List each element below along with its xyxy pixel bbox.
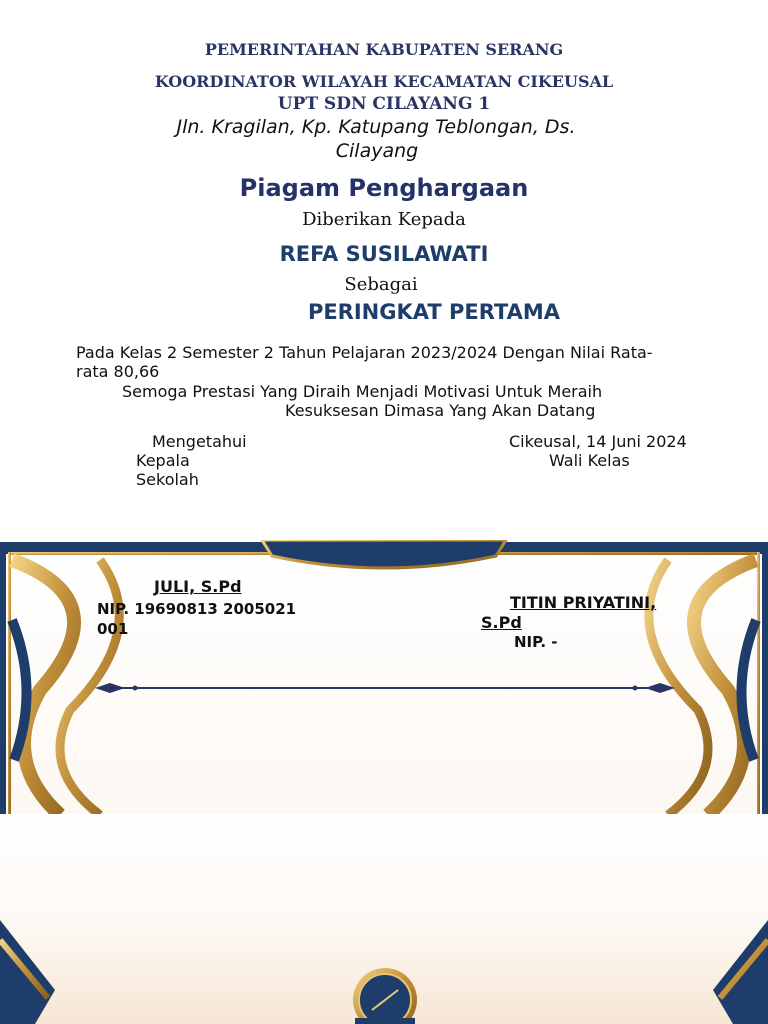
- principal-role-line-1: Kepala: [136, 451, 190, 470]
- school-name: UPT SDN CILAYANG 1: [277, 94, 491, 114]
- certificate-title: Piagam Penghargaan: [239, 174, 529, 202]
- principal-name: JULI, S.Pd: [154, 577, 242, 596]
- recipient-name: REFA SUSILAWATI: [279, 242, 489, 266]
- address-line-2: Cilayang: [335, 140, 419, 162]
- detail-line-2: rata 80,66: [76, 362, 160, 381]
- government-name: PEMERINTAHAN KABUPATEN SERANG: [204, 40, 564, 59]
- place-date: Cikeusal, 14 Juni 2024: [509, 432, 687, 451]
- teacher-name-line-1: TITIN PRIYATINI,: [510, 593, 657, 612]
- detail-line-1: Pada Kelas 2 Semester 2 Tahun Pelajaran 2023/2024 Dengan Nilai Rata-: [76, 343, 653, 362]
- acknowledge-label: Mengetahui: [152, 432, 247, 451]
- wish-line-1: Semoga Prestasi Yang Diraih Menjadi Motivasi Untuk Meraih: [122, 382, 603, 401]
- achievement-title: PERINGKAT PERTAMA: [307, 300, 561, 324]
- principal-role-line-2: Sekolah: [136, 470, 199, 489]
- teacher-nip: NIP. -: [514, 633, 558, 651]
- principal-nip-line-2: 001: [97, 620, 129, 638]
- principal-nip-line-1: NIP. 19690813 2005021: [97, 600, 297, 618]
- given-to-label: Diberikan Kepada: [302, 209, 466, 230]
- teacher-name-line-2: S.Pd: [481, 613, 522, 632]
- wish-line-2: Kesuksesan Dimasa Yang Akan Datang: [285, 401, 596, 420]
- homeroom-teacher-role: Wali Kelas: [549, 451, 630, 470]
- address-line-1: Jln. Kragilan, Kp. Katupang Teblongan, Ds.: [176, 116, 576, 138]
- as-label: Sebagai: [344, 274, 418, 295]
- coordinator-name: KOORDINATOR WILAYAH KECAMATAN CIKEUSAL: [154, 72, 614, 91]
